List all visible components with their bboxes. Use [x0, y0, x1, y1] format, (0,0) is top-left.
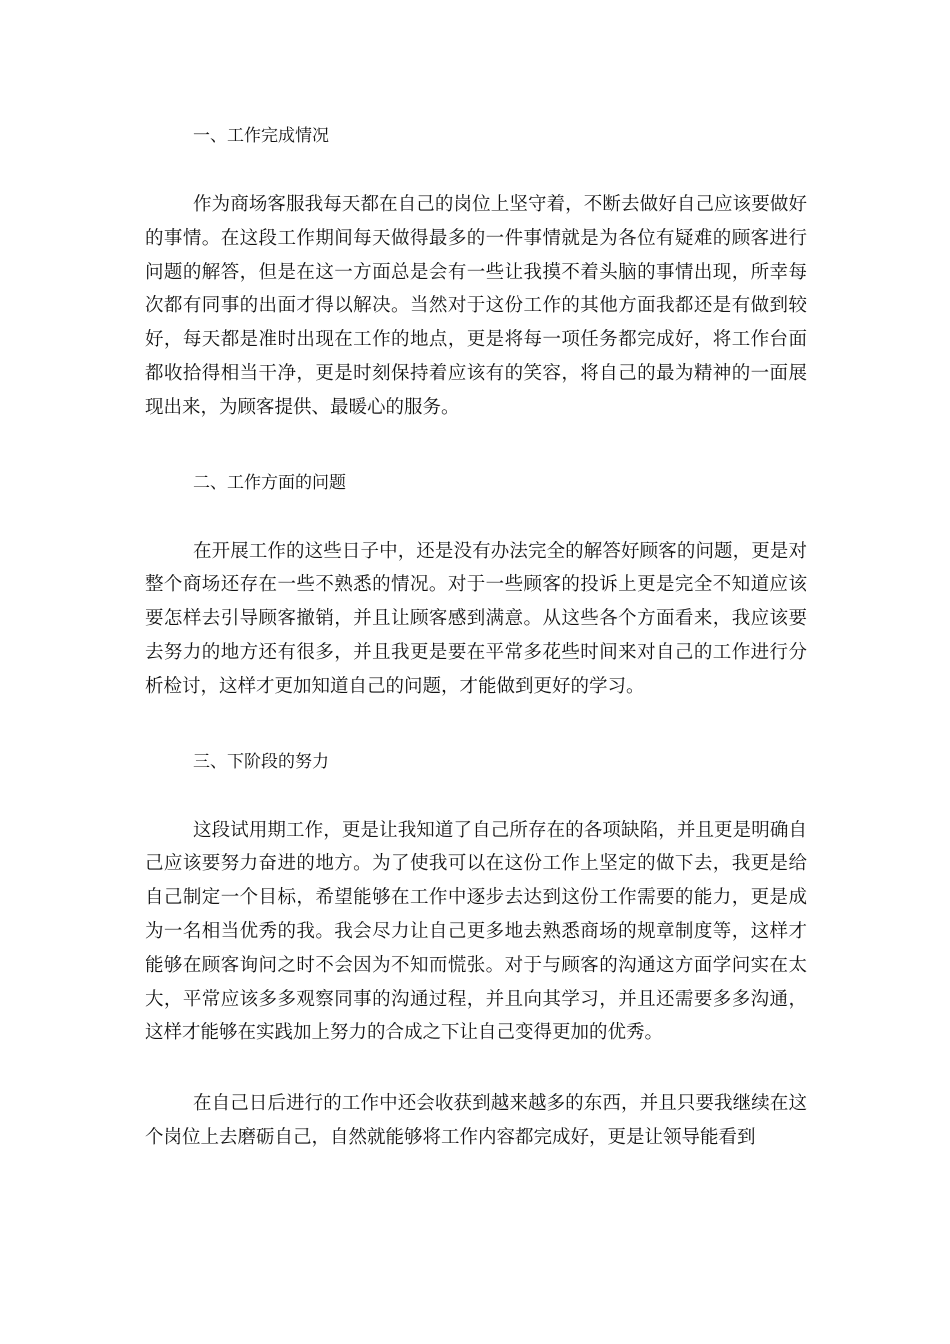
paragraph-next-stage: 这段试用期工作，更是让我知道了自己所存在的各项缺陷，并且更是明确自己应该要努力奋进的地方。为了使我可以在这份工作上坚定的做下去，我更是给自己制定一个目标，希望能够在工作中逐步去达到这份工作需要的能力，更是成为一名相当优秀的我。我会尽力让自己更多地去熟悉商场的规章制度等，这样才能够在顾客询问之时不会因为不知而慌张。对于与顾客的沟通这方面学问实在太大，平常应该多多观察同事的沟通过程，并且向其学习，并且还需要多多沟通，这样才能够在实践加上努力的合成之下让自己变得更加的优秀。 — [145, 819, 807, 1044]
section-heading-next-stage: 三、下阶段的努力 — [193, 751, 329, 772]
paragraph-future-outlook: 在自己日后进行的工作中还会收获到越来越多的东西，并且只要我继续在这个岗位上去磨砺自己，自然就能够将工作内容都完成好，更是让领导能看到 — [145, 1093, 807, 1148]
section-heading-work-problems: 二、工作方面的问题 — [193, 472, 346, 493]
paragraph-work-problems: 在开展工作的这些日子中，还是没有办法完全的解答好顾客的问题，更是对整个商场还存在一些不熟悉的情况。对于一些顾客的投诉上更是完全不知道应该要怎样去引导顾客撤销，并且让顾客感到满意。从这些各个方面看来，我应该要去努力的地方还有很多，并且我更是要在平常多花些时间来对自己的工作进行分析检讨，这样才更加知道自己的问题，才能做到更好的学习。 — [145, 540, 807, 697]
section-heading-work-completion: 一、工作完成情况 — [193, 126, 329, 146]
document-body — [145, 118, 807, 1155]
paragraph-work-completion: 作为商场客服我每天都在自己的岗位上坚守着，不断去做好自己应该要做好的事情。在这段工作期间每天做得最多的一件事情就是为各位有疑难的顾客进行问题的解答，但是在这一方面总是会有一些让我摸不着头脑的事情出现，所幸每次都有同事的出面才得以解决。当然对于这份工作的其他方面我都还是有做到较好，每天都是准时出现在工作的地点，更是将每一项任务都完成好，将工作台面都收拾得相当干净，更是时刻保持着应该有的笑容，将自己的最为精神的一面展现出来，为顾客提供、最暖心的服务。 — [145, 194, 807, 418]
